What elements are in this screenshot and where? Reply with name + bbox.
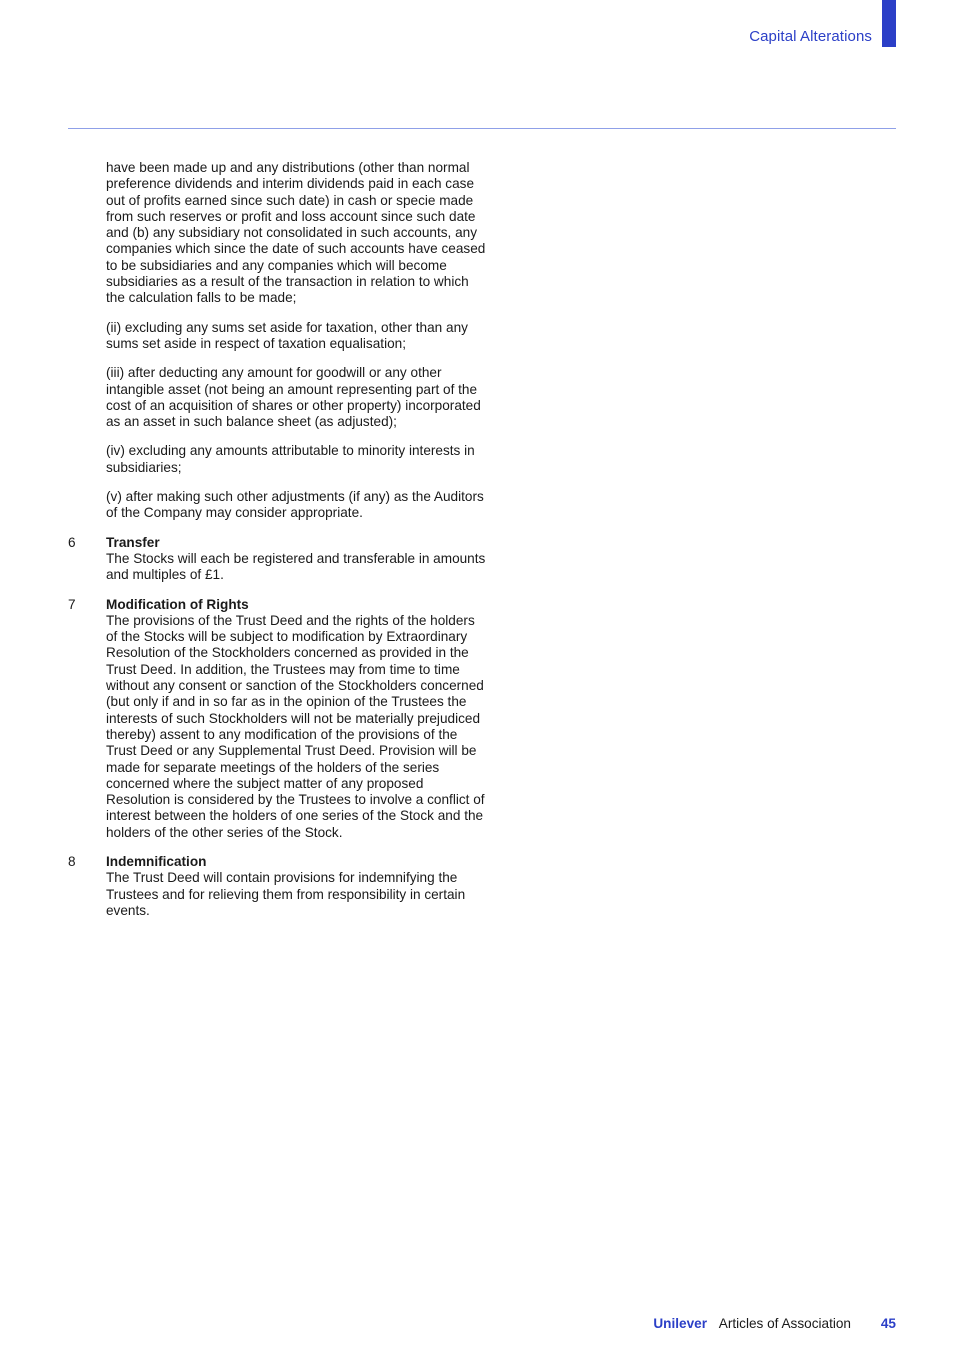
- section-number: 8: [68, 853, 76, 869]
- section-title: Indemnification: [106, 853, 207, 869]
- section-title: Transfer: [106, 534, 160, 550]
- page-header-title: Capital Alterations: [749, 28, 872, 45]
- page-number: 45: [880, 1316, 896, 1331]
- section-indemnification: [68, 854, 488, 919]
- paragraph-continuation: have been made up and any distributions (other than normal preference dividends and interim dividends paid in each case out of profits earned since such date) in cash or specie made from such reserves or profit and loss account since such date and (b) any subsidiary not consolidated in such accounts, any companies which since the date of such accounts have ceased to be subsidiaries and any companies which will become subsidiaries as a result of the transaction in relation to which the calculation falls to be made;: [106, 160, 486, 306]
- section-text: The Stocks will each be registered and transferable in amounts and multiples of £1.: [106, 550, 486, 583]
- document-body: [68, 160, 488, 932]
- section-text: The Trust Deed will contain provisions for indemnifying the Trustees and for relieving them from responsibility in certain events.: [106, 870, 466, 918]
- section-number: 6: [68, 534, 76, 550]
- section-number: 7: [68, 596, 76, 612]
- section-content: [106, 597, 488, 841]
- section-modification-of-rights: [68, 597, 488, 841]
- paragraph-clause-ii: (ii) excluding any sums set aside for taxation, other than any sums set aside in respect of taxation equalisation;: [106, 319, 468, 351]
- paragraph-clause-v: (v) after making such other adjustments (if any) as the Auditors of the Company may consider appropriate.: [106, 489, 484, 521]
- header-accent-tab: [882, 0, 896, 47]
- section-content: [106, 535, 488, 584]
- section-transfer: [68, 535, 488, 584]
- section-content: [106, 854, 488, 919]
- paragraph-clause-iv: (iv) excluding any amounts attributable to minority interests in subsidiaries;: [106, 443, 475, 475]
- section-title: Modification of Rights: [106, 596, 249, 612]
- section-text: The provisions of the Trust Deed and the rights of the holders of the Stocks will be subject to modification by Extraordinary Resolution of the Stockholders concerned as provided in the Trust Deed. In addition, the Trustees may from time to time without any consent or sanction of the Stockholders concerned (but only if and in so far as in the opinion of the Trustees the interests of such Stockholders will not be materially prejudiced thereby) assent to any modification of the provisions of the Trust Deed or any Supplemental Trust Deed. Provision will be made for separate meetings of the holders of the series concerned where the subject matter of any proposed Resolution is considered by the Trustees to involve a conflict of interest between the holders of one series of the Stock and the holders of the other series of the Stock.: [106, 612, 485, 840]
- paragraph-clause-iii: (iii) after deducting any amount for goodwill or any other intangible asset (not being an amount representing part of the cost of an acquisition of shares or other property) incorporated as an asset in such balance sheet (as adjusted);: [106, 365, 481, 430]
- header-divider: [68, 128, 896, 129]
- footer-brand: Unilever: [653, 1316, 707, 1331]
- footer-document-title: Articles of Association: [718, 1316, 851, 1331]
